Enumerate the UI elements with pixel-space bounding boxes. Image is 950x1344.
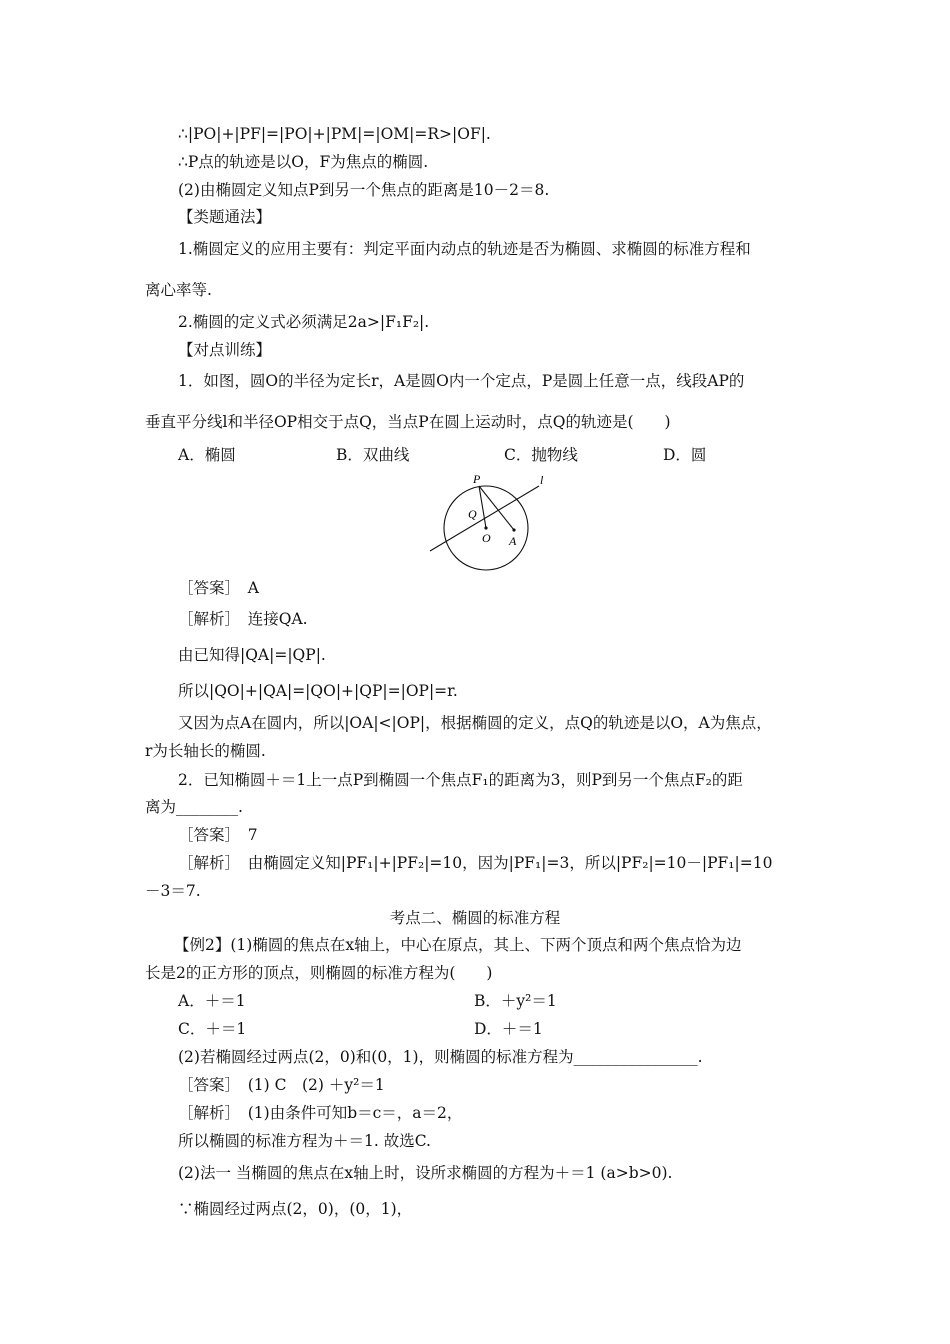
analysis-line: ［解析］ 连接QA. [178, 610, 308, 628]
text-line: 所以椭圆的标准方程为＋＝1. 故选C. [178, 1132, 431, 1150]
option-b: B．双曲线 [336, 446, 410, 464]
option-d: D．圆 [663, 446, 707, 464]
text-line: 由已知得|QA|=|QP|. [178, 646, 326, 664]
analysis-line: ［解析］ 由椭圆定义知|PF₁|+|PF₂|=10，因为|PF₁|=3，所以|PF₂|=10－|PF₁|=10 [178, 854, 773, 872]
point-o [484, 526, 487, 529]
text-line: 又因为点A在圆内，所以|OA|<|OP|，根据椭圆的定义，点Q的轨迹是以O，A为焦点， [178, 714, 772, 732]
text-line: 1.椭圆定义的应用主要有：判定平面内动点的轨迹是否为椭圆、求椭圆的标准方程和 [178, 240, 751, 258]
section-label: 【类题通法】 [178, 208, 272, 226]
section-label: 【对点训练】 [178, 341, 272, 359]
label-a: A [509, 534, 517, 548]
text-line: r为长轴长的椭圆. [145, 742, 266, 760]
option-c: C．＋＝1 [178, 1020, 247, 1038]
option-b: B．＋y²＝1 [474, 992, 557, 1010]
text-line: ∵椭圆经过两点(2，0)，(0，1)， [178, 1200, 413, 1218]
answer-line: ［答案］ A [178, 579, 259, 597]
option-a: A．椭圆 [178, 446, 236, 464]
question-line: (2)若椭圆经过两点(2，0)和(0，1)，则椭圆的标准方程为________________. [178, 1048, 703, 1066]
circle-figure [428, 470, 558, 580]
option-c: C．抛物线 [504, 446, 578, 464]
text-line: ∴|PO|+|PF|=|PO|+|PM|=|OM|=R>|OF|. [178, 125, 491, 143]
section-heading: 考点二、椭圆的标准方程 [389, 909, 561, 927]
label-o: O [482, 531, 491, 545]
text-line: 所以|QO|+|QA|=|QO|+|QP|=|OP|=r. [178, 682, 458, 700]
option-d: D．＋＝1 [474, 1020, 543, 1038]
text-line: (2)法一 当椭圆的焦点在x轴上时，设所求椭圆的方程为＋＝1 (a>b>0). [178, 1164, 673, 1182]
label-l: l [540, 473, 544, 487]
label-p: P [473, 472, 481, 486]
point-a [512, 528, 515, 531]
analysis-line: ［解析］ (1)由条件可知b＝c＝，a＝2， [178, 1104, 463, 1122]
text-line: ∴P点的轨迹是以O，F为焦点的椭圆. [178, 153, 429, 171]
text-line: 离心率等. [145, 281, 212, 299]
answer-line: ［答案］ 7 [178, 826, 258, 844]
question-line: 垂直平分线l和半径OP相交于点Q，当点P在圆上运动时，点Q的轨迹是( ) [145, 413, 671, 431]
text-line: 2.椭圆的定义式必须满足2a>|F₁F₂|. [178, 313, 430, 331]
text-line: －3＝7. [145, 882, 201, 900]
answer-line: ［答案］ (1) C (2) ＋y²＝1 [178, 1076, 385, 1094]
label-q: Q [468, 507, 477, 521]
text-line: (2)由椭圆定义知点P到另一个焦点的距离是10－2＝8. [178, 181, 550, 199]
question-line: 离为________. [145, 798, 243, 816]
option-a: A．＋＝1 [178, 992, 246, 1010]
example-line: 长是2的正方形的顶点，则椭圆的标准方程为( ) [145, 964, 493, 982]
question-line: 1．如图，圆O的半径为定长r，A是圆O内一个定点，P是圆上任意一点，线段AP的 [178, 372, 745, 390]
question-line: 2．已知椭圆＋＝1上一点P到椭圆一个焦点F₁的距离为3，则P到另一个焦点F₂的距 [178, 771, 743, 789]
example-line: 【例2】(1)椭圆的焦点在x轴上，中心在原点，其上、下两个顶点和两个焦点恰为边 [174, 936, 742, 954]
